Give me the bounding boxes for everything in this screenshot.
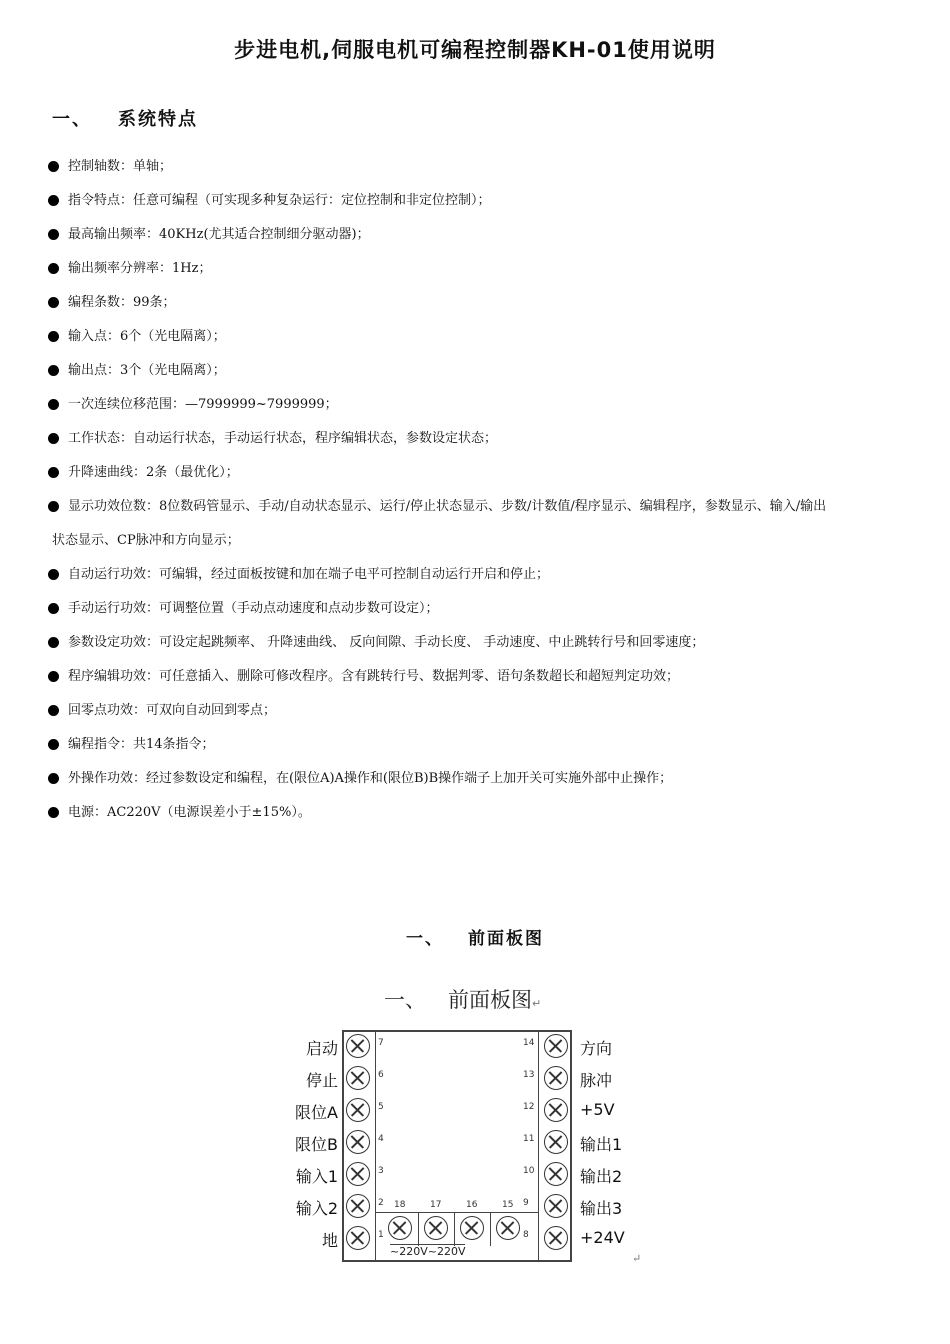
bullet-icon [48, 773, 59, 784]
feature-text: 编程条数：99条； [68, 295, 176, 310]
left-terminal-label: 输入1 [295, 1167, 338, 1186]
left-terminal-number: 6 [378, 1070, 384, 1080]
feature-item [0, 558, 950, 592]
right-terminal-number: 8 [523, 1230, 529, 1240]
feature-list [0, 150, 950, 830]
bullet-icon [48, 433, 59, 444]
bullet-icon [48, 161, 59, 172]
feature-text: 参数设定功效：可设定起跳频率、 升降速曲线、 反向间隙、手动长度、 手动速度、中止跳转行号和回零速度； [68, 635, 705, 650]
bullet-icon [48, 399, 59, 410]
return-mark: ↵ [532, 997, 542, 1010]
bullet-icon [48, 297, 59, 308]
left-terminal-number: 3 [378, 1166, 384, 1176]
feature-item [0, 320, 950, 354]
left-terminal-screw-icon [346, 1098, 370, 1122]
feature-item [0, 252, 950, 286]
section-number: 一、 [52, 109, 92, 130]
feature-text: 控制轴数：单轴； [68, 159, 173, 174]
bottom-terminal-divider [418, 1212, 419, 1246]
left-terminal-screw-icon [346, 1130, 370, 1154]
section-heading-front-panel [0, 924, 950, 949]
left-terminal-number: 1 [378, 1230, 384, 1240]
right-terminal-label: 输出2 [580, 1167, 623, 1186]
feature-text: 输入点：6个（光电隔离）； [68, 329, 226, 344]
feature-text: 程序编辑功效：可任意插入、删除可修改程序。含有跳转行号、数据判零、语句条数超长和超短判定功效； [68, 669, 680, 684]
right-terminal-screw-icon [544, 1226, 568, 1250]
bottom-terminal-screw-icon [460, 1216, 484, 1240]
feature-text: 输出频率分辨率：1Hz； [68, 261, 212, 276]
ac-power-label: ~220V~220V [390, 1245, 466, 1258]
left-terminal-number: 2 [378, 1198, 384, 1208]
feature-text: 输出点：3个（光电隔离）； [68, 363, 226, 378]
feature-text: 最高输出频率：40KHz(尤其适合控制细分驱动器)； [68, 227, 370, 242]
bottom-terminal-divider [490, 1212, 491, 1246]
bottom-terminal-screw-icon [496, 1216, 520, 1240]
feature-item [0, 762, 950, 796]
feature-text: 升降速曲线：2条（最优化）； [68, 465, 239, 480]
feature-item [0, 150, 950, 184]
feature-item [0, 388, 950, 422]
feature-item [0, 728, 950, 762]
left-terminal-label: 输入2 [295, 1199, 338, 1218]
bullet-icon [48, 637, 59, 648]
right-terminal-number: 9 [523, 1198, 529, 1208]
section-label: 前面板图 [468, 929, 544, 949]
bullet-icon [48, 195, 59, 206]
feature-text: 状态显示、CP脉冲和方向显示； [52, 533, 240, 548]
feature-item [0, 626, 950, 660]
feature-item [0, 286, 950, 320]
right-terminal-number: 11 [523, 1134, 535, 1144]
right-terminal-label: +5V [580, 1100, 615, 1119]
return-mark: ↵ [632, 1252, 642, 1265]
section-number: 一、 [406, 929, 444, 949]
figure-title [384, 984, 541, 1014]
feature-text: 回零点功效：可双向自动回到零点； [68, 703, 277, 718]
bullet-icon [48, 705, 59, 716]
right-terminal-number: 13 [523, 1070, 535, 1080]
feature-text: 编程指令：共14条指令； [68, 737, 215, 752]
feature-item [0, 660, 950, 694]
left-terminal-label: 地 [321, 1231, 338, 1250]
right-terminal-label: 脉冲 [580, 1071, 613, 1090]
right-terminal-label: +24V [580, 1228, 625, 1247]
left-terminal-label: 限位B [295, 1135, 338, 1154]
figure-title-label: 前面板图 [448, 988, 532, 1012]
feature-item [0, 524, 950, 558]
right-terminal-number: 12 [523, 1102, 535, 1112]
front-panel-figure [280, 970, 660, 1270]
feature-text: 指令特点：任意可编程（可实现多种复杂运行：定位控制和非定位控制）； [68, 193, 491, 208]
bullet-icon [48, 263, 59, 274]
left-terminal-number: 4 [378, 1134, 384, 1144]
left-terminal-screw-icon [346, 1226, 370, 1250]
right-terminal-screw-icon [544, 1194, 568, 1218]
right-terminal-screw-icon [544, 1130, 568, 1154]
bottom-terminal-screw-icon [424, 1216, 448, 1240]
bullet-icon [48, 603, 59, 614]
right-terminal-screw-icon [544, 1162, 568, 1186]
bottom-terminal-number: 18 [394, 1200, 406, 1210]
bottom-terminal-number: 17 [430, 1200, 442, 1210]
bullet-icon [48, 467, 59, 478]
left-terminal-screw-icon [346, 1162, 370, 1186]
feature-text: 自动运行功效：可编辑，经过面板按键和加在端子电平可控制自动运行开启和停止； [68, 567, 550, 582]
feature-item [0, 354, 950, 388]
right-terminal-screw-icon [544, 1098, 568, 1122]
right-terminal-number: 14 [523, 1038, 535, 1048]
left-terminal-number: 5 [378, 1102, 384, 1112]
section-heading-features [52, 105, 198, 131]
feature-text: 外操作功效：经过参数设定和编程，在(限位A)A操作和(限位B)B操作端子上加开关可实施外部中止操作； [68, 771, 673, 786]
left-terminal-screw-icon [346, 1194, 370, 1218]
feature-item [0, 184, 950, 218]
feature-item [0, 796, 950, 830]
feature-text: 工作状态：自动运行状态，手动运行状态，程序编辑状态，参数设定状态； [68, 431, 498, 446]
feature-item [0, 490, 950, 524]
right-terminal-label: 输出1 [580, 1135, 623, 1154]
right-terminal-screw-icon [544, 1034, 568, 1058]
bullet-icon [48, 229, 59, 240]
bottom-terminal-screw-icon [388, 1216, 412, 1240]
bullet-icon [48, 671, 59, 682]
feature-item [0, 218, 950, 252]
left-terminal-screw-icon [346, 1034, 370, 1058]
bottom-terminal-divider [454, 1212, 455, 1246]
right-terminal-screw-icon [544, 1066, 568, 1090]
feature-text: 一次连续位移范围：—7999999~7999999； [68, 397, 338, 412]
feature-text: 显示功效位数：8位数码管显示、手动/自动状态显示、运行/停止状态显示、步数/计数值/程序显示、编辑程序，参数显示、输入/输出 [68, 499, 827, 514]
feature-item [0, 592, 950, 626]
right-terminal-label: 输出3 [580, 1199, 623, 1218]
bottom-terminal-number: 15 [502, 1200, 514, 1210]
bottom-terminal-number: 16 [466, 1200, 478, 1210]
feature-text: 手动运行功效：可调整位置（手动点动速度和点动步数可设定）； [68, 601, 439, 616]
bullet-icon [48, 331, 59, 342]
section-label: 系统特点 [118, 109, 198, 130]
feature-item [0, 456, 950, 490]
right-terminal-number: 10 [523, 1166, 535, 1176]
left-terminal-label: 启动 [305, 1039, 338, 1058]
bullet-icon [48, 501, 59, 512]
right-terminal-label: 方向 [580, 1039, 613, 1058]
feature-item [0, 694, 950, 728]
left-terminal-screw-icon [346, 1066, 370, 1090]
figure-title-number: 一、 [384, 988, 426, 1012]
document-title: 步进电机,伺服电机可编程控制器KH-01使用说明 [234, 38, 716, 62]
left-terminal-label: 限位A [295, 1103, 338, 1122]
bullet-icon [48, 569, 59, 580]
bullet-icon [48, 807, 59, 818]
bullet-icon [48, 739, 59, 750]
left-terminal-label: 停止 [305, 1071, 338, 1090]
feature-text: 电源：AC220V（电源误差小于±15%）。 [68, 805, 311, 820]
bullet-icon [48, 365, 59, 376]
left-terminal-number: 7 [378, 1038, 384, 1048]
feature-item [0, 422, 950, 456]
